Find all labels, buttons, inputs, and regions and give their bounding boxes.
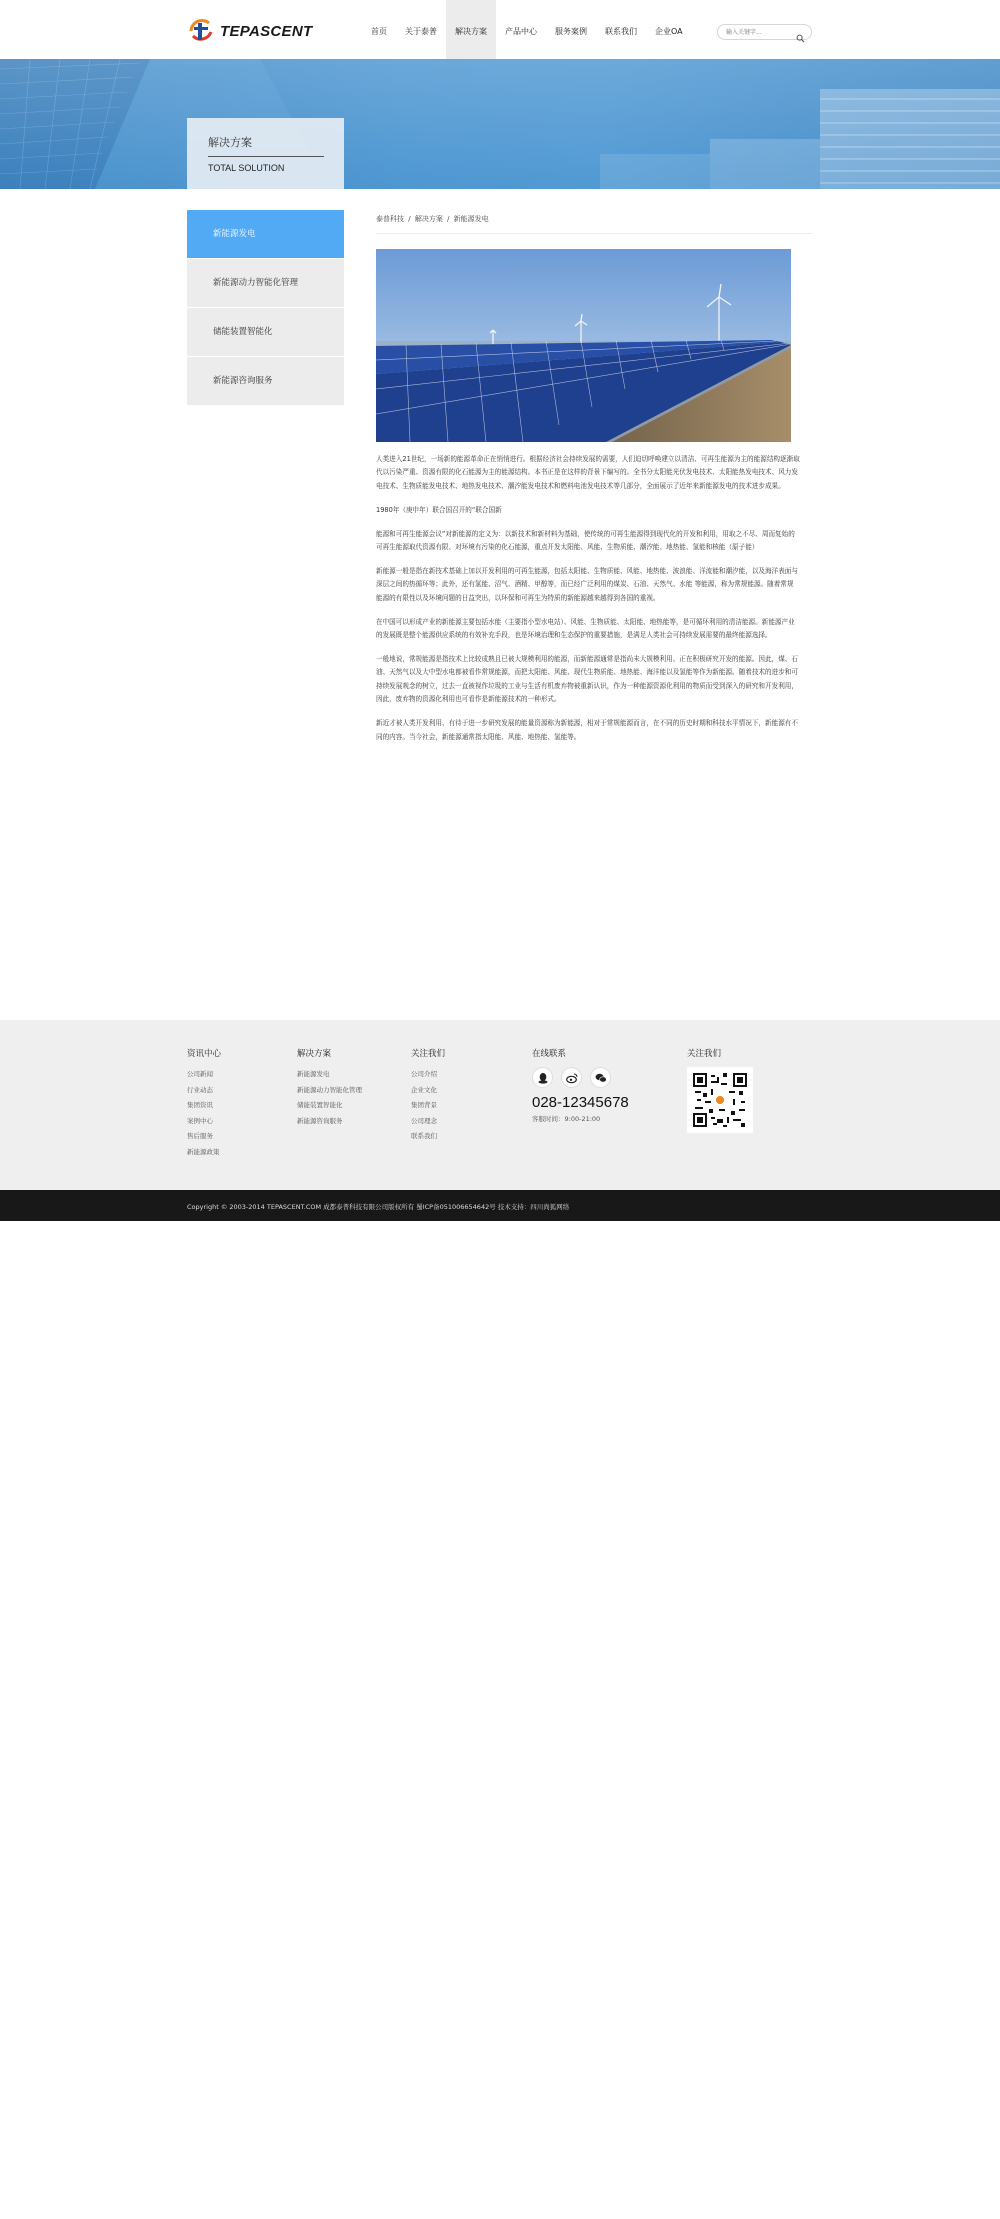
footer-link[interactable]: 新能源发电 bbox=[297, 1070, 330, 1078]
article-paragraph: 在中国可以形成产业的新能源主要包括水能（主要指小型水电站）、风能、生物质能、太阳能、地热能等，是可循环利用的清洁能源。新能源产业的发展既是整个能源供应系统的有效补充手段，也是环境治理和生态保护的重要措施，是满足人类社会可持续发展需要的最终能源选择。 bbox=[376, 617, 795, 640]
footer-col-follow bbox=[687, 1047, 753, 1133]
main-nav bbox=[362, 0, 692, 60]
nav-item-home[interactable]: 首页 bbox=[371, 27, 387, 36]
breadcrumb bbox=[376, 214, 491, 224]
footer-link[interactable]: 售后服务 bbox=[187, 1132, 213, 1141]
logo-mark-icon bbox=[187, 18, 217, 44]
sidebar-item-consulting[interactable]: 新能源咨询服务 bbox=[187, 357, 344, 405]
banner-subtitle: TOTAL SOLUTION bbox=[208, 163, 285, 173]
footer-link[interactable]: 公司理念 bbox=[411, 1116, 437, 1125]
nav-item-cases[interactable]: 服务案例 bbox=[555, 27, 587, 36]
search-input[interactable] bbox=[726, 27, 796, 38]
breadcrumb-home[interactable]: 泰普科技 bbox=[376, 215, 404, 223]
copyright-text: Copyright © 2003-2014 TEPASCENT.COM 成都泰普科技有限公司版权所有 蜀ICP备05100665464​2号 技术支持：四川尚狐网络 bbox=[187, 1203, 570, 1211]
footer-link[interactable]: 新能源政策 bbox=[187, 1147, 220, 1156]
page-banner bbox=[0, 59, 1000, 189]
sidebar-item-new-energy-power[interactable]: 新能源发电 bbox=[187, 210, 344, 258]
breadcrumb-separator: / bbox=[447, 215, 450, 223]
footer-col-title: 资讯中心 bbox=[187, 1049, 222, 1059]
watermark-suffix: .COM bbox=[884, 2178, 903, 2185]
footer-link[interactable]: 新能源咨询服务 bbox=[297, 1116, 343, 1125]
breadcrumb-separator: / bbox=[408, 215, 411, 223]
footer-link[interactable]: 集团资讯 bbox=[187, 1101, 213, 1110]
qr-code-icon bbox=[687, 1067, 753, 1133]
article-paragraph: 一般地说，常规能源是指技术上比较成熟且已被大规模利用的能源，而新能源通常是指尚未大规模利用、正在积极研究开发的能源。因此，煤、石油、天然气以及大中型水电都被看作常规能源，而把太阳能、风能、现代生物质能、地热能、海洋能以及氢能等作为新能源。随着技术的进步和可持续发展观念的树立，过去一直被视作垃圾的工业与生活有机废弃物被重新认识，作为一种能源资源化利用的物质而受到深入的研究和开发利用，因此，废弃物的资源化利用也可看作是新能源技术的一种形式。 bbox=[376, 654, 798, 704]
contact-phone: 028-12345678 bbox=[532, 1094, 629, 1111]
footer-col-solutions bbox=[297, 1047, 362, 1129]
breadcrumb-section[interactable]: 解决方案 bbox=[414, 215, 443, 223]
banner-title: 解决方案 bbox=[208, 136, 252, 149]
search-icon[interactable] bbox=[796, 28, 805, 37]
weibo-icon[interactable] bbox=[561, 1067, 582, 1088]
watermark: SHANGFOX尚狐 bbox=[720, 2187, 938, 2217]
banner-title-box bbox=[187, 118, 344, 189]
nav-item-solutions[interactable]: 解决方案 bbox=[446, 0, 496, 60]
social-icons bbox=[532, 1067, 629, 1088]
footer-link[interactable]: 新能源动力智能化管理 bbox=[297, 1085, 362, 1094]
sidebar-menu bbox=[187, 210, 344, 406]
footer-col-title: 解决方案 bbox=[297, 1049, 332, 1059]
footer-col-news bbox=[187, 1047, 221, 1161]
banner-divider bbox=[208, 156, 324, 157]
footer-link[interactable]: 联系我们 bbox=[411, 1132, 437, 1141]
copyright-bar bbox=[0, 1190, 1000, 1221]
footer-link[interactable]: 集团背景 bbox=[411, 1101, 437, 1110]
sidebar-item-power-management[interactable]: 新能源动力智能化管理 bbox=[187, 259, 344, 307]
article-paragraph: 能源和可再生能源会议”对新能源的定义为：以新技术和新材料为基础，使传统的可再生能源得到现代化的开发和利用，用取之不尽、周而复始的可再生能源取代资源有限、对环境有污染的化石能源，重点开发太阳能、风能、生物质能、潮汐能、地热能、氢能和核能（原子能） bbox=[376, 529, 795, 552]
article-paragraph: 1980年（庚申年）联合国召开的“联合国新 bbox=[376, 505, 502, 514]
search-box bbox=[717, 24, 812, 40]
breadcrumb-divider bbox=[376, 233, 812, 234]
footer-col-contact bbox=[532, 1047, 629, 1123]
wechat-icon[interactable] bbox=[590, 1067, 611, 1088]
nav-item-products[interactable]: 产品中心 bbox=[505, 27, 537, 36]
banner-buildings-image bbox=[0, 59, 1000, 189]
footer-col-title: 在线联系 bbox=[532, 1049, 567, 1059]
solar-panel-photo bbox=[376, 249, 791, 442]
footer-col-about bbox=[411, 1047, 445, 1145]
site-header bbox=[0, 0, 1000, 60]
footer-col-title: 关注我们 bbox=[687, 1049, 722, 1059]
footer-col-title: 关注我们 bbox=[411, 1049, 446, 1059]
article-paragraph: 新近才被人类开发利用、有待于进一步研究发展的能量资源称为新能源，相对于常规能源而言，在不同的历史时期和科技水平情况下，新能源有不同的内容。当今社会，新能源通常指太阳能、风能、地热能、氢能等。 bbox=[376, 719, 798, 741]
article-paragraph: 新能源一般是指在新技术基础上加以开发利用的可再生能源，包括太阳能、生物质能、风能、地热能、波浪能、洋流能和潮汐能，以及海洋表面与深层之间的热循环等；此外，还有氢能、沼气、酒精、甲醇等，而已经广泛利用的煤炭、石油、天然气、水能 等能源，称为常规能源。随着常规能源的有限性以及环境问题的日益突出，以环保和可再生为特质的新能源越来越得到各国的重视。 bbox=[376, 566, 798, 602]
footer-link[interactable]: 案例中心 bbox=[187, 1116, 213, 1125]
logo[interactable] bbox=[187, 18, 312, 44]
service-hours: 客服时间：9:00-21:00 bbox=[532, 1115, 601, 1123]
footer-link[interactable]: 储能装置智能化 bbox=[297, 1101, 343, 1110]
nav-item-oa[interactable]: 企业OA bbox=[655, 27, 683, 36]
sidebar-item-energy-storage[interactable]: 储能装置智能化 bbox=[187, 308, 344, 356]
footer-link[interactable]: 公司新闻 bbox=[187, 1070, 213, 1078]
article-paragraph: 人类进入21世纪，一场新的能源革命正在悄悄进行。根据经济社会持续发展的需要，人们迫切呼唤建立以清洁、可再生能源为主的能源结构逐渐取代以污染严重、资源有限的化石能源为主的能源结构。本书正是在这样的背景下编写的。全书分太阳能光伏发电技术、太阳能热发电技术、风力发电技术、生物质能发电技术、地热发电技术、潮汐能发电技术和燃料电池发电技术等几部分，全面展示了近年来新能源发电的技术进步成果。 bbox=[376, 455, 800, 490]
footer-link[interactable]: 企业文化 bbox=[411, 1085, 437, 1094]
article-content bbox=[376, 453, 800, 754]
logo-text: TEPASCENT bbox=[220, 22, 313, 40]
nav-item-contact[interactable]: 联系我们 bbox=[605, 27, 637, 36]
qq-icon[interactable] bbox=[532, 1067, 553, 1088]
nav-item-about[interactable]: 关于泰普 bbox=[405, 27, 437, 36]
footer-link[interactable]: 公司介绍 bbox=[411, 1070, 437, 1078]
breadcrumb-current: 新能源发电 bbox=[453, 215, 489, 223]
footer-link[interactable]: 行业动态 bbox=[187, 1085, 213, 1094]
